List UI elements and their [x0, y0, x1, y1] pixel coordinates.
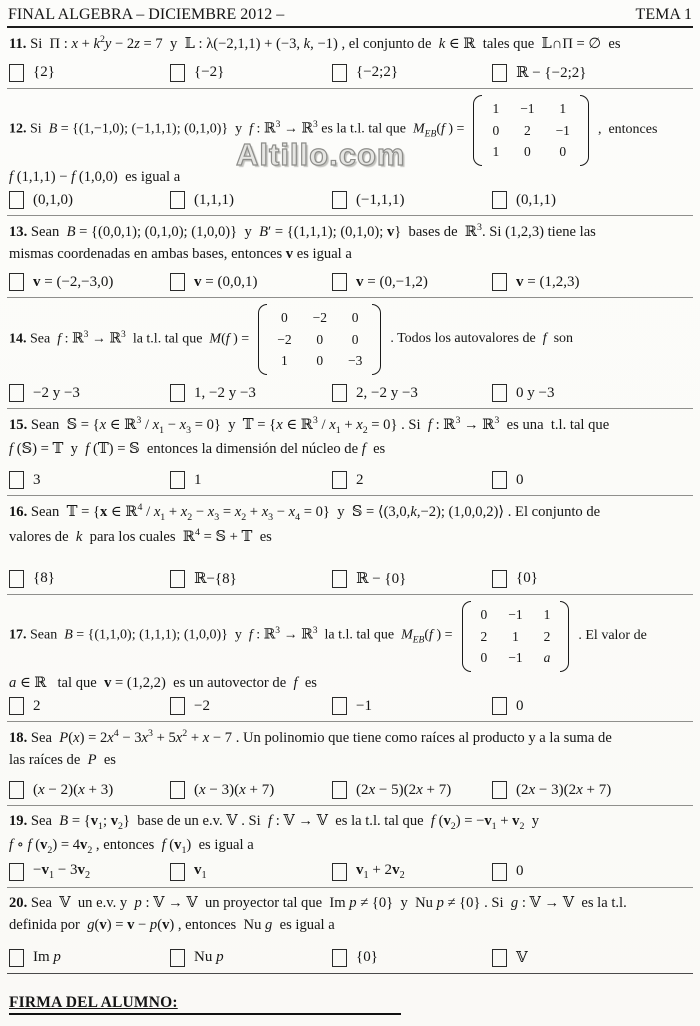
- question-15: [7, 409, 693, 496]
- question-17: [7, 595, 693, 722]
- question-text: 18. Sea $P(x) = 2x^4 - 3x^3 + 5x^2 + x - 7$ . Un polinomio que tiene como raíces al producto y a la suma de: [9, 728, 612, 747]
- answer-checkbox[interactable]: [492, 949, 507, 967]
- options-row: [9, 381, 691, 402]
- option-label: v = (−2,−3,0): [33, 273, 114, 290]
- answer-checkbox[interactable]: [9, 781, 24, 799]
- option-label: ℝ−{8}: [194, 571, 237, 588]
- exam-topic: TEMA 1: [635, 6, 692, 23]
- option-label: {0}: [516, 570, 538, 587]
- matrix-cell: 0: [351, 310, 359, 326]
- answer-checkbox[interactable]: [9, 471, 24, 489]
- answer-checkbox[interactable]: [332, 949, 347, 967]
- question-text: . Todos los autovalores de f son: [390, 331, 574, 347]
- option: [492, 471, 691, 489]
- option-label: $-v_1 - 3v_2$: [33, 862, 91, 882]
- option: [170, 697, 332, 715]
- answer-checkbox[interactable]: [332, 273, 347, 291]
- option-label: v = (0,−1,2): [356, 273, 428, 290]
- signature-line[interactable]: [182, 994, 186, 1011]
- matrix-cell: 0: [351, 331, 359, 347]
- answer-checkbox[interactable]: [9, 191, 24, 209]
- answer-checkbox[interactable]: [170, 273, 185, 291]
- answer-checkbox[interactable]: [170, 781, 185, 799]
- matrix-cell: 0: [480, 607, 488, 623]
- answer-checkbox[interactable]: [492, 191, 507, 209]
- answer-checkbox[interactable]: [170, 863, 185, 881]
- option-label: 0: [516, 697, 524, 714]
- matrix-cell: 1: [492, 144, 500, 159]
- left-paren: [473, 95, 482, 166]
- option: [332, 384, 492, 402]
- matrix-cell: −2: [277, 331, 292, 347]
- answer-checkbox[interactable]: [9, 570, 24, 588]
- option-label: −1: [356, 697, 372, 714]
- option: [332, 64, 492, 82]
- option: [492, 63, 691, 82]
- option: [170, 384, 332, 402]
- answer-checkbox[interactable]: [9, 949, 24, 967]
- option: [492, 948, 691, 967]
- question-text: 15. Sean 𝕊 = {x ∈ ℝ$^3$ / $x_1 - x_3 = 0$} y 𝕋 = {x ∈ ℝ$^3$ / $x_1 + x_2 = 0$} . Si f : ℝ$^3$ → ℝ$^3$ es una t.l. tal que: [9, 415, 610, 436]
- option: [9, 384, 170, 402]
- matrix-cell: −1: [520, 101, 535, 116]
- matrix: [473, 95, 589, 166]
- option-label: 3: [33, 471, 41, 488]
- options-row: [9, 945, 691, 967]
- matrix-cell: 0: [524, 144, 531, 159]
- option: [492, 863, 691, 881]
- question-text: 16. Sean 𝕋 = {x ∈ ℝ$^4$ / $x_1 + x_2 - x_3 = x_2 + x_3 - x_4 = 0$} y 𝕊 = ⟨(3,0,k,−2); (1,0,0,2)⟩ . El conjunto de: [9, 502, 601, 523]
- question-text: 13. Sean B = {(0,0,1); (0,1,0); (1,0,0)} y B′ = {(1,1,1); (0,1,0); v} bases de ℝ$^3$. Si (1,2,3) tiene las: [9, 222, 596, 241]
- option: [9, 273, 170, 291]
- option-label: ℝ − {−2;2}: [516, 65, 587, 81]
- option: [170, 273, 332, 291]
- option-label: 1: [194, 471, 202, 488]
- matrix-cell: −1: [508, 607, 523, 623]
- right-paren: [580, 95, 589, 166]
- option-label: Im p: [33, 949, 61, 966]
- option: [9, 191, 170, 209]
- option: [332, 273, 492, 291]
- option: [332, 471, 492, 489]
- signature-label: FIRMA DEL ALUMNO:: [9, 994, 178, 1012]
- option-label: {−2}: [194, 64, 225, 80]
- matrix-cell: 2: [524, 122, 531, 138]
- matrix-cell: 0: [281, 310, 288, 326]
- option: [9, 781, 170, 799]
- question-text: valores de k para los cuales ℝ$^4$ = 𝕊 + 𝕋 es: [9, 527, 272, 545]
- answer-checkbox[interactable]: [332, 570, 347, 588]
- matrix-values: [267, 304, 372, 375]
- answer-checkbox[interactable]: [170, 191, 185, 209]
- matrix-cell: 0: [492, 122, 500, 138]
- answer-checkbox[interactable]: [332, 863, 347, 881]
- option-label: $v_1 + 2v_2$: [356, 862, 405, 882]
- option-label: {0}: [356, 949, 378, 966]
- question-text: las raíces de P es: [9, 752, 116, 769]
- right-paren: [372, 304, 381, 375]
- option: [170, 471, 332, 489]
- option-label: 2, −2 y −3: [356, 384, 418, 401]
- matrix-values: [471, 601, 561, 672]
- option: [9, 471, 170, 489]
- options-row: [9, 60, 691, 82]
- answer-checkbox[interactable]: [170, 471, 185, 489]
- matrix-cell: 1: [512, 628, 519, 644]
- option-label: −2: [194, 697, 210, 714]
- question-text: mismas coordenadas en ambas bases, entonces v es igual a: [9, 245, 352, 262]
- option: [170, 64, 332, 82]
- question-text: . El valor de: [578, 628, 647, 644]
- watermark: Altillo.com: [236, 137, 406, 172]
- answer-checkbox[interactable]: [332, 191, 347, 209]
- matrix-cell: 0: [559, 144, 567, 159]
- matrix-cell: −2: [312, 310, 327, 326]
- question-text: , entonces: [597, 121, 658, 137]
- option: [492, 273, 691, 291]
- option-label: ℝ − {0}: [356, 571, 407, 588]
- option-label: $v_1$: [194, 862, 207, 882]
- question-text: 19. Sea $B = \{v_1$; $v_2$} base de un e.v. 𝕍 . Si f : 𝕍 → 𝕍 es la t.l. tal que f $(v_2) = -v_1 + v_2$ y: [9, 813, 539, 833]
- option-label: (−1,1,1): [356, 191, 405, 208]
- left-paren: [462, 601, 471, 672]
- option: [170, 862, 332, 881]
- question-text: f (𝕊) = 𝕋 y f (𝕋) = 𝕊 entonces la dimensión del núcleo de f es: [9, 441, 386, 458]
- answer-checkbox[interactable]: [332, 697, 347, 715]
- matrix-cell: 1: [281, 353, 288, 369]
- page-footer: [7, 974, 693, 1015]
- answer-checkbox[interactable]: [170, 384, 185, 402]
- answer-checkbox[interactable]: [332, 471, 347, 489]
- question-13: [7, 216, 693, 298]
- option-label: 0 y −3: [516, 384, 555, 401]
- signature-row: [9, 994, 401, 1015]
- answer-checkbox[interactable]: [9, 273, 24, 291]
- answer-checkbox[interactable]: [170, 697, 185, 715]
- option-label: 2: [356, 471, 364, 488]
- answer-checkbox[interactable]: [9, 384, 24, 402]
- matrix: [462, 601, 570, 672]
- options-row: [9, 859, 691, 881]
- matrix-cell: 2: [543, 628, 551, 644]
- option: [332, 949, 492, 967]
- question-text: f ∘ f $(v_2) = 4v_2$ , entonces f $(v_1)$ es igual a: [9, 837, 254, 857]
- answer-checkbox[interactable]: [492, 863, 507, 881]
- answer-checkbox[interactable]: [170, 64, 185, 82]
- option-label: {8}: [33, 570, 55, 587]
- matrix: [258, 304, 381, 375]
- question-text: 20. Sea 𝕍 un e.v. y p : 𝕍 → 𝕍 un proyector tal que Im p ≠ {0} y Nu p ≠ {0} . Si g : 𝕍 → 𝕍 es la t.l.: [9, 895, 627, 912]
- answer-checkbox[interactable]: [9, 697, 24, 715]
- question-text: 11. Si Π : $x + k^2y - 2z = 7$ y 𝕃 : λ(−2,1,1) + (−3, k, −1) , el conjunto de k ∈ ℝ tales que 𝕃∩Π = ∅ es: [9, 34, 621, 52]
- matrix-cell: 0: [316, 353, 324, 369]
- option-label: {−2;2}: [356, 64, 399, 80]
- option-label: (x − 2)(x + 3): [33, 781, 114, 798]
- answer-checkbox[interactable]: [492, 781, 507, 799]
- option-label: {2}: [33, 64, 55, 80]
- page-header: [7, 5, 693, 28]
- answer-checkbox[interactable]: [492, 384, 507, 402]
- answer-checkbox[interactable]: [332, 384, 347, 402]
- question-text: 12. Si B = {(1,−1,0); (−1,1,1); (0,1,0)} y f : ℝ$^3$ → ℝ$^3$ es la t.l. tal que $M_{EB}(f$ ) =: [9, 120, 465, 140]
- option-label: 1, −2 y −3: [194, 384, 256, 401]
- option: [492, 384, 691, 402]
- option: [492, 191, 691, 209]
- option-label: (2x − 3)(2x + 7): [516, 781, 612, 798]
- question-18: [7, 722, 693, 806]
- option: [9, 64, 170, 82]
- option-label: 0: [516, 471, 524, 488]
- matrix-cell: a: [543, 650, 551, 666]
- matrix-cell: −1: [555, 122, 570, 138]
- option: [170, 569, 332, 588]
- option: [170, 781, 332, 799]
- option-label: 𝕍: [516, 950, 528, 967]
- option-label: 2: [33, 697, 41, 714]
- question-16: [7, 496, 693, 595]
- options-row: [9, 778, 691, 799]
- question-text: 14. Sea f : ℝ$^3$ → ℝ$^3$ la t.l. tal que M(f ) =: [9, 330, 250, 347]
- matrix-cell: 1: [543, 607, 551, 623]
- option: [9, 697, 170, 715]
- answer-checkbox[interactable]: [332, 781, 347, 799]
- option: [492, 781, 691, 799]
- right-paren: [560, 601, 569, 672]
- answer-checkbox[interactable]: [170, 949, 185, 967]
- option: [9, 570, 170, 588]
- answer-checkbox[interactable]: [9, 64, 24, 82]
- question-20: [7, 888, 693, 974]
- option: [492, 697, 691, 715]
- matrix-values: [482, 95, 580, 166]
- options-row: [9, 270, 691, 291]
- option-label: v = (0,0,1): [194, 273, 258, 290]
- question-11: [7, 28, 693, 89]
- option: [170, 949, 332, 967]
- option: [492, 570, 691, 588]
- option-label: (0,1,1): [516, 191, 556, 208]
- option-label: (1,1,1): [194, 191, 234, 208]
- option-label: 0: [516, 863, 524, 880]
- option-label: (x − 3)(x + 7): [194, 781, 275, 798]
- option: [170, 191, 332, 209]
- answer-checkbox[interactable]: [492, 570, 507, 588]
- question-14: [7, 298, 693, 409]
- option-label: (0,1,0): [33, 191, 73, 208]
- matrix-cell: 1: [492, 101, 500, 116]
- option: [9, 862, 170, 881]
- answer-checkbox[interactable]: [332, 64, 347, 82]
- question-19: [7, 806, 693, 888]
- option: [332, 781, 492, 799]
- option: [332, 697, 492, 715]
- option-label: −2 y −3: [33, 384, 80, 401]
- option-label: (2x − 5)(2x + 7): [356, 781, 452, 798]
- question-math-line: [9, 600, 691, 673]
- option: [332, 569, 492, 588]
- options-row: [9, 694, 691, 715]
- question-text: definida por g(v) = v − p(v) , entonces Nu g es igual a: [9, 917, 335, 934]
- matrix-cell: 0: [316, 331, 324, 347]
- question-text: f (1,1,1) − f (1,0,0) es igual a: [9, 168, 181, 185]
- answer-checkbox[interactable]: [492, 64, 507, 82]
- question-text: a ∈ ℝ tal que v = (1,2,2) es un autovector de f es: [9, 674, 317, 691]
- options-row: [9, 188, 691, 209]
- left-paren: [258, 304, 267, 375]
- answer-checkbox[interactable]: [492, 697, 507, 715]
- matrix-cell: −1: [508, 650, 523, 666]
- options-row: [9, 468, 691, 489]
- question-text: 17. Sean B = {(1,1,0); (1,1,1); (1,0,0)} y f : ℝ$^3$ → ℝ$^3$ la t.l. tal que $M_{EB}(f$ ) =: [9, 626, 453, 646]
- question-math-line: [9, 303, 691, 376]
- option-label: v = (1,2,3): [516, 273, 580, 290]
- answer-checkbox[interactable]: [170, 570, 185, 588]
- option-label: Nu p: [194, 949, 224, 966]
- option: [332, 862, 492, 881]
- exam-title: FINAL ALGEBRA – DICIEMBRE 2012 –: [8, 6, 285, 23]
- answer-checkbox[interactable]: [492, 471, 507, 489]
- matrix-cell: 2: [480, 628, 488, 644]
- matrix-cell: 1: [559, 101, 567, 116]
- answer-checkbox[interactable]: [492, 273, 507, 291]
- options-row: [9, 566, 691, 588]
- answer-checkbox[interactable]: [9, 863, 24, 881]
- matrix-cell: −3: [347, 353, 363, 369]
- option: [332, 191, 492, 209]
- option: [9, 949, 170, 967]
- matrix-cell: 0: [480, 650, 488, 666]
